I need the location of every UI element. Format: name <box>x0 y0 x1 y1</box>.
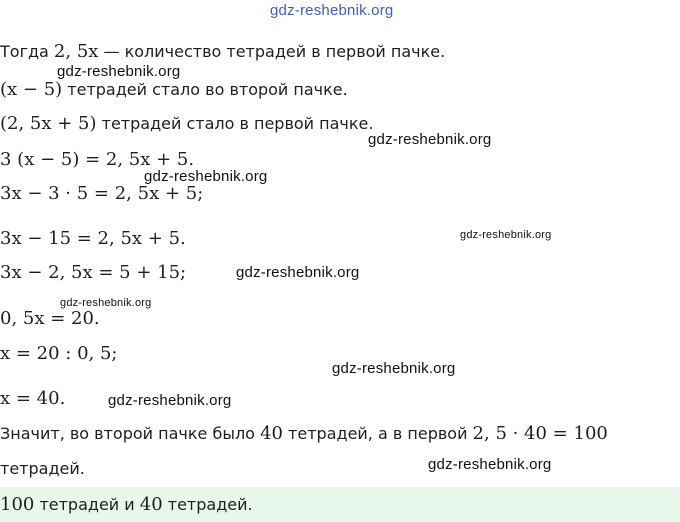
line-3-text: тетрадей стало в первой пачке. <box>96 114 374 133</box>
watermark-4: gdz-reshebnik.org <box>460 229 552 241</box>
equation-4: 3 (x − 5) = 2, 5x + 5. <box>0 149 195 170</box>
line-1-text-post: — количество тетрадей в первой пачке. <box>98 42 446 61</box>
watermark-5: gdz-reshebnik.org <box>236 264 360 281</box>
watermark-1: gdz-reshebnik.org <box>57 63 181 80</box>
equation-8: 0, 5x = 20. <box>0 308 100 329</box>
header-watermark: gdz-reshebnik.org <box>270 2 394 19</box>
equation-5: 3x − 3 · 5 = 2, 5x + 5; <box>0 183 204 204</box>
line-11 <box>0 424 608 444</box>
watermark-8: gdz-reshebnik.org <box>108 392 232 409</box>
watermark-9: gdz-reshebnik.org <box>428 456 552 473</box>
watermark-3: gdz-reshebnik.org <box>144 168 268 185</box>
line-11-text-pre: Значит, во второй пачке было <box>0 424 261 443</box>
line-3-math: (2, 5x + 5) <box>0 113 97 134</box>
line-11-math-1: 40 <box>260 423 283 444</box>
answer-text-1: тетрадей и <box>34 495 140 514</box>
equation-10: x = 40. <box>0 388 66 409</box>
answer-text-2: тетрадей. <box>162 495 253 514</box>
answer-math-2: 40 <box>139 494 163 515</box>
answer-line <box>0 495 253 515</box>
line-1-text-pre: Тогда <box>0 42 54 61</box>
line-12: тетрадей. <box>0 459 85 478</box>
line-2 <box>0 80 348 100</box>
equation-7: 3x − 2, 5x = 5 + 15; <box>0 262 187 283</box>
line-2-math: (x − 5) <box>0 79 63 100</box>
line-2-text: тетрадей стало во второй пачке. <box>62 80 348 99</box>
answer-box <box>0 487 680 522</box>
watermark-7: gdz-reshebnik.org <box>332 360 456 377</box>
line-1-math: 2, 5x <box>53 41 99 62</box>
equation-9: x = 20 : 0, 5; <box>0 343 118 364</box>
answer-math-1: 100 <box>0 494 35 515</box>
line-1 <box>0 42 445 62</box>
equation-6: 3x − 15 = 2, 5x + 5. <box>0 228 186 249</box>
line-3 <box>0 114 373 134</box>
watermark-2: gdz-reshebnik.org <box>368 131 492 148</box>
watermark-6: gdz-reshebnik.org <box>60 297 152 309</box>
line-11-text-mid: тетрадей, а в первой <box>282 424 473 443</box>
line-11-math-2: 2, 5 · 40 = 100 <box>472 423 608 444</box>
